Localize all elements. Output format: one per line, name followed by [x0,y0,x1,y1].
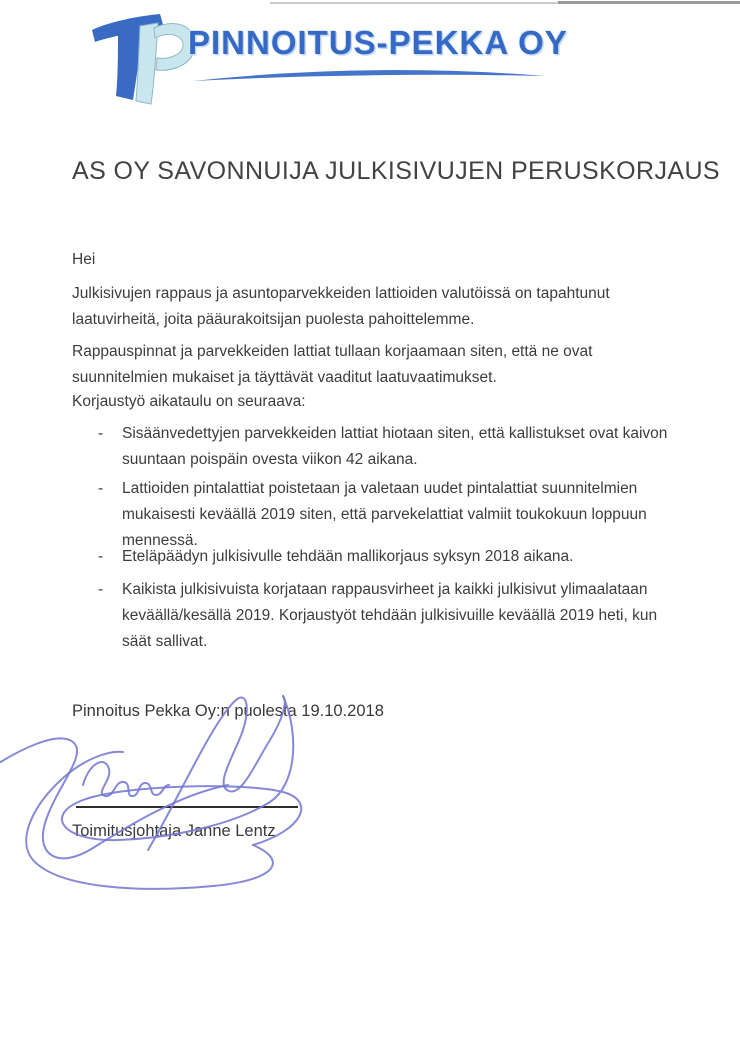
document-title: AS OY SAVONNUIJA JULKISIVUJEN PERUSKORJAUS [72,157,720,185]
list-item [98,421,678,473]
bullet-dash: - [98,425,104,442]
list-item [98,544,678,570]
paragraph: Julkisivujen rappaus ja asuntoparvekkeiden lattioiden valutöissä on tapahtunut laatuvirheitä, joita pääurakoitsijan puolesta pahoittelemme. [72,285,610,328]
paragraph-schedule-intro: Korjaustyö aikataulu on seuraava: [72,393,306,410]
closing-line: Pinnoitus Pekka Oy:n puolesta 19.10.2018 [72,702,384,720]
list-item-text: Sisäänvedettyjen parvekkeiden lattiat hiotaan siten, että kallistukset ovat kaivon suuntaan poispäin ovesta viikon 42 aikana. [122,425,668,468]
signature-line [76,806,298,808]
list-item [98,476,678,554]
logo-underline-swoosh [190,66,548,86]
logo-wordmark: PINNOITUS-PEKKA OY [188,24,568,61]
greeting-text: Hei [72,251,96,268]
scan-artifact-line [558,1,740,4]
list-item-text: Lattioiden pintalattiat poistetaan ja valetaan uudet pintalattiat suunnitelmien mukaisesti keväällä 2019 siten, että parvekelattiat valmiit toukokuun loppuun mennessä. [122,480,647,549]
tp-emblem-icon [88,8,200,106]
signatory-name: Toimitusjohtaja Janne Lentz [72,822,276,840]
bullet-dash: - [98,480,104,497]
bullet-dash: - [98,581,104,598]
bullet-dash: - [98,548,104,565]
list-item [98,577,678,655]
list-item-text: Kaikista julkisivuista korjataan rappausvirheet ja kaikki julkisivut ylimaalataan keväällä/kesällä 2019. Korjaustyöt tehdään julkisivuille keväällä 2019 heti, kun säät sallivat. [122,581,658,650]
paragraph: Rappauspinnat ja parvekkeiden lattiat tullaan korjaamaan siten, että ne ovat suunnitelmien mukaiset ja täyttävät vaaditut laatuvaatimukset. [72,343,593,386]
company-logo [88,6,568,106]
list-item-text: Eteläpäädyn julkisivulle tehdään mallikorjaus syksyn 2018 aikana. [122,548,574,565]
